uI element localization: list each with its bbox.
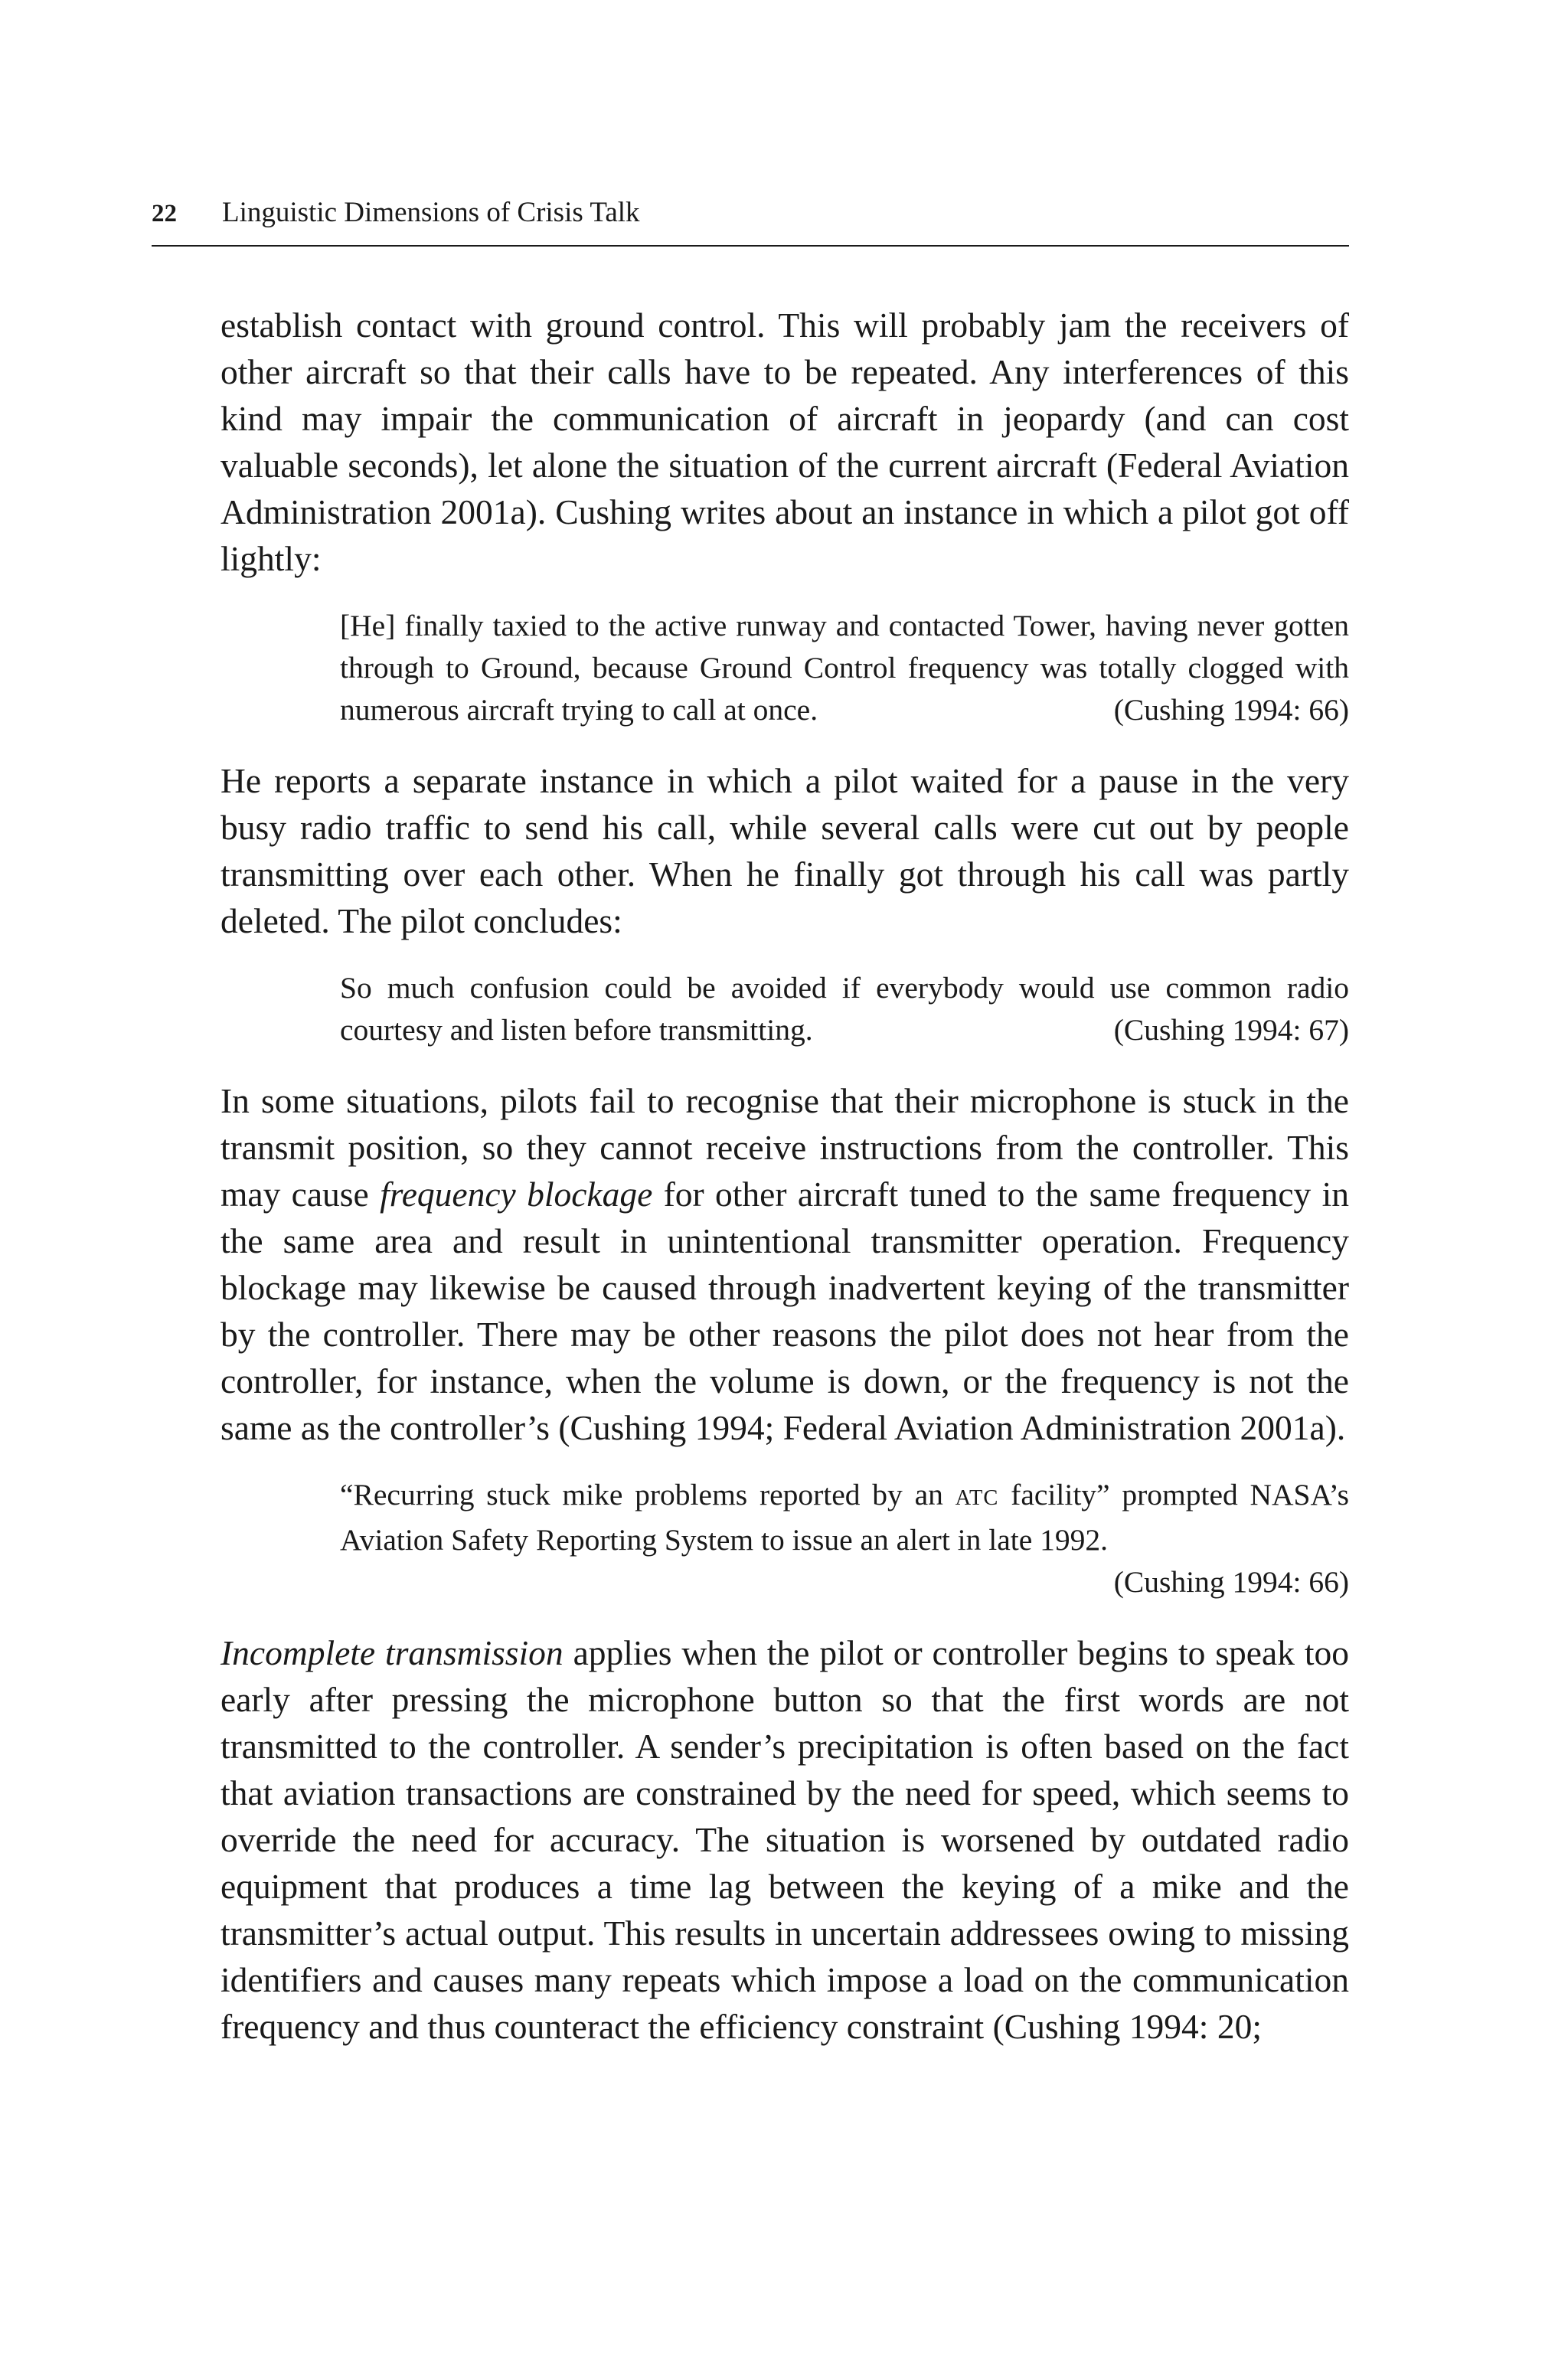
block-quote-2 bbox=[340, 967, 1349, 1051]
paragraph-3-part-a: In some situations, pilots fail to recognise that their microphone is stuck in the transmit position, so they cannot receive instructions from the controller. This may cause bbox=[220, 1081, 1349, 1214]
term-frequency-blockage: frequency blockage bbox=[380, 1175, 653, 1214]
running-head bbox=[152, 194, 1346, 240]
paragraph-3 bbox=[220, 1077, 1349, 1451]
header-rule bbox=[152, 245, 1349, 247]
paragraph-1: establish contact with ground control. This will probably jam the receivers of other aircraft so that their calls have to be repeated. Any interferences of this kind may impair the communication of aircraft in jeopardy (and can cost valuable seconds), let alone the situation of the current aircraft (Federal Aviation Administration 2001a). Cushing writes about an instance in which a pilot got off lightly: bbox=[220, 306, 1349, 578]
quote-2-citation: (Cushing 1994: 67) bbox=[1113, 1013, 1349, 1047]
running-title: Linguistic Dimensions of Crisis Talk bbox=[222, 197, 640, 228]
acronym-atc: ATC bbox=[955, 1486, 999, 1510]
quote-1-text: [He] finally taxied to the active runway and contacted Tower, having never gotten through to Ground, because Ground Control frequency was totally clogged with numerous aircraft trying to call at once. bbox=[340, 609, 1349, 727]
page-number: 22 bbox=[152, 200, 177, 227]
quote-2-text: So much confusion could be avoided if everybody would use common radio courtesy and listen before transmitting. bbox=[340, 971, 1349, 1047]
quote-3-citation: (Cushing 1994: 66) bbox=[1113, 1565, 1349, 1599]
body-text bbox=[220, 302, 1349, 2050]
quote-1-citation: (Cushing 1994: 66) bbox=[1113, 693, 1349, 727]
paragraph-4 bbox=[220, 1629, 1349, 2050]
term-incomplete-transmission: Incomplete transmission bbox=[220, 1633, 564, 1672]
block-quote-3 bbox=[340, 1474, 1349, 1603]
quote-3-part-a: “Recurring stuck mike problems reported by an bbox=[340, 1478, 943, 1511]
block-quote-1 bbox=[340, 605, 1349, 731]
quote-3-part-b: facility” prompted NASA’s Aviation Safety Reporting System to issue an alert in late 1992. bbox=[340, 1478, 1350, 1557]
paragraph-4-text: applies when the pilot or controller begins to speak too early after pressing the microphone button so that the first words are not transmitted to the controller. A sender’s precipitation is often based on the fact that aviation transactions are constrained by the need for speed, which seems to override the need for accuracy. The situation is worsened by outdated radio equipment that produces a time lag between the keying of a mike and the transmitter’s actual output. This results in uncertain addressees owing to missing identifiers and causes many repeats which impose a load on the communication frequency and thus counteract the efficiency constraint (Cushing 1994: 20; bbox=[220, 1633, 1350, 2046]
paragraph-2: He reports a separate instance in which a pilot waited for a pause in the very busy radio traffic to send his call, while several calls were cut out by people transmitting over each other. When he finally got through his call was partly deleted. The pilot concludes: bbox=[220, 761, 1349, 940]
paragraph-3-part-b: for other aircraft tuned to the same frequency in the same area and result in unintentional transmitter operation. Frequency blockage may likewise be caused through inadvertent keying of the transmitter by the controller. There may be other reasons the pilot does not hear from the controller, for instance, when the volume is down, or the frequency is not the same as the controller’s (Cushing 1994; Federal Aviation Administration 2001a). bbox=[220, 1175, 1350, 1447]
